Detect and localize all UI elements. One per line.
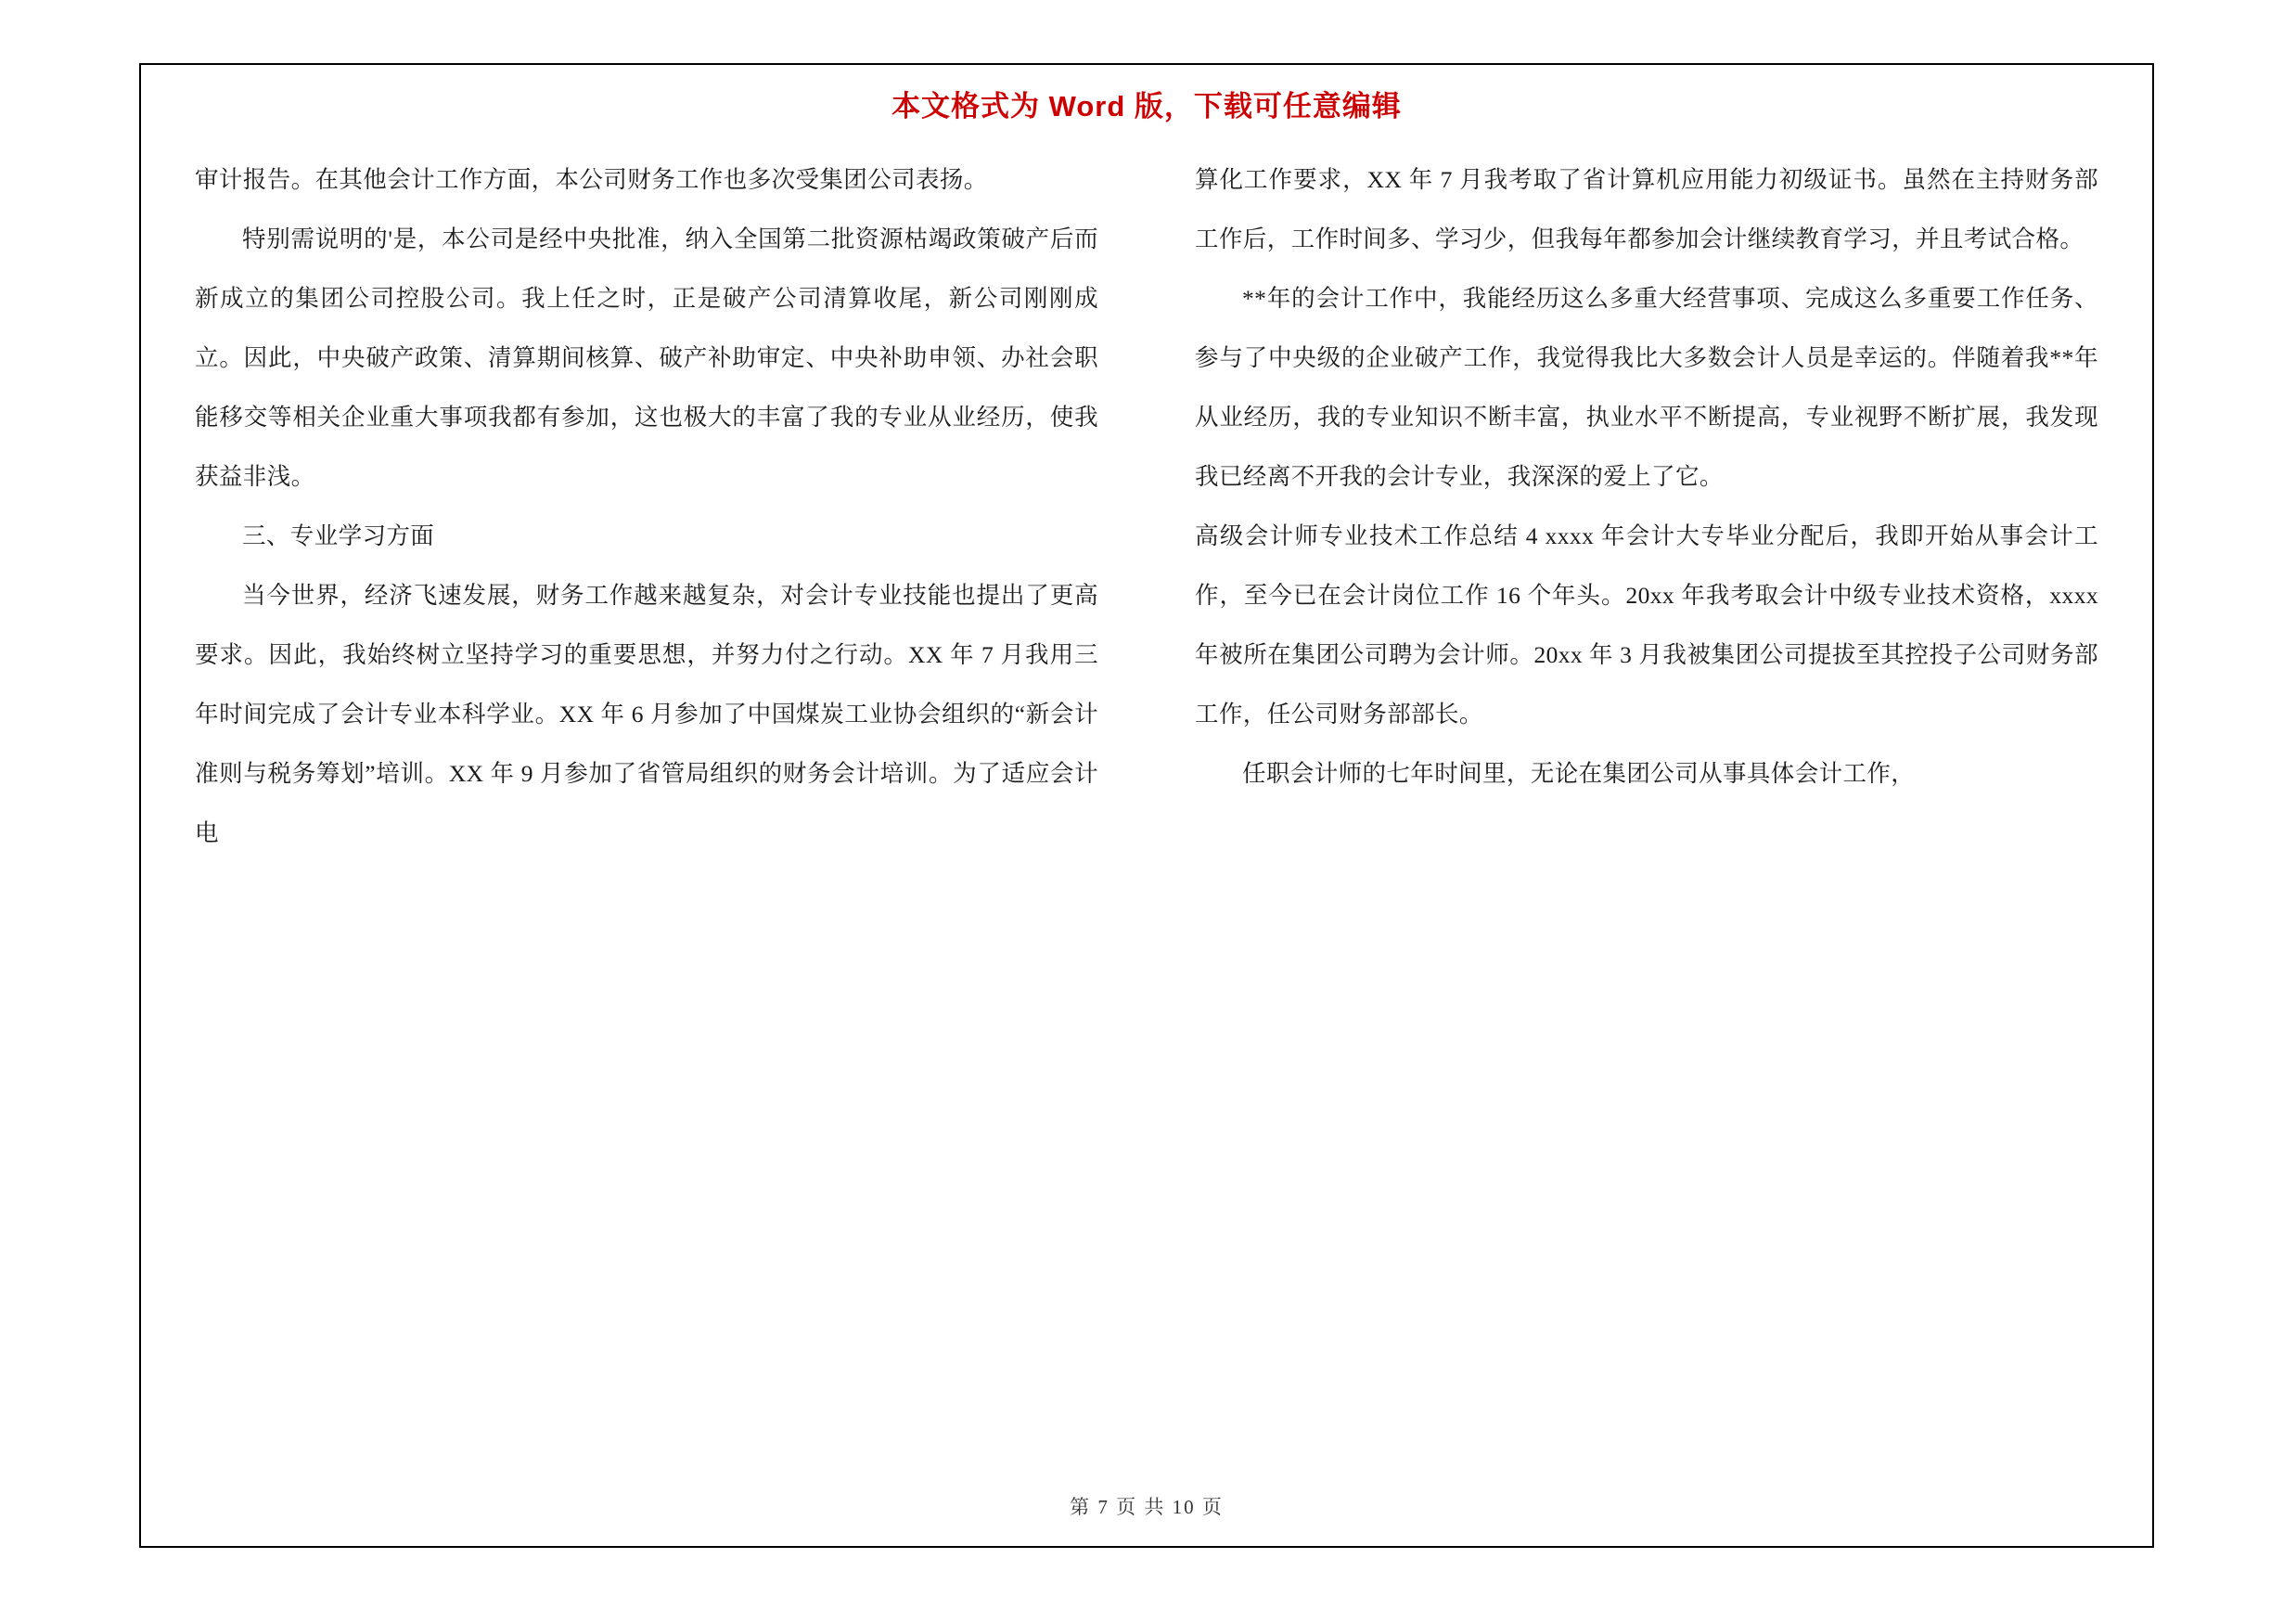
right-column	[1147, 150, 2098, 1449]
paragraph: 任职会计师的七年时间里，无论在集团公司从事具体会计工作，	[1242, 760, 1916, 787]
paragraph: 审计报告。在其他会计工作方面，本公司财务工作也多次受集团公司表扬。	[195, 166, 988, 193]
page-footer: 第 7 页 共 10 页	[1070, 1496, 1224, 1518]
paragraph: 特别需说明的'是，本公司是经中央批准，纳入全国第二批资源枯竭政策破产后而新成立的集团公司控股公司。我上任之时，正是破产公司清算收尾，新公司刚刚成立。因此，中央破产政策、清算期间核算、破产补助审定、中央补助申领、办社会职能移交等相关企业重大事项我都有参加，这也极大的丰富了我的专业从业经历，使我获益非浅。	[195, 225, 1098, 490]
two-column-body	[141, 150, 2152, 1449]
document-page	[139, 63, 2154, 1548]
paragraph: **年的会计工作中，我能经历这么多重大经营事项、完成这么多重要工作任务、参与了中央级的企业破产工作，我觉得我比大多数会计人员是幸运的。伴随着我**年从业经历，我的专业知识不断丰富，执业水平不断提高，专业视野不断扩展，我发现我已经离不开我的会计专业，我深深的爱上了它。	[1195, 285, 2098, 490]
left-column	[195, 150, 1147, 1449]
paragraph: 当今世界，经济飞速发展，财务工作越来越复杂，对会计专业技能也提出了更高要求。因此，我始终树立坚持学习的重要思想，并努力付之行动。XX 年 7 月我用三年时间完成了会计专业本科学业。XX 年 6 月参加了中国煤炭工业协会组织的“新会计准则与税务筹划”培训。XX 年 9 月参加了省管局组织的财务会计培训。为了适应会计电	[195, 582, 1098, 846]
header-notice-text: 本文格式为 Word 版，下载可任意编辑	[891, 89, 1402, 122]
paragraph: 算化工作要求，XX 年 7 月我考取了省计算机应用能力初级证书。虽然在主持财务部工作后，工作时间多、学习少，但我每年都参加会计继续教育学习，并且考试合格。	[1195, 166, 2098, 252]
header-banner	[141, 65, 2152, 141]
paragraph: 高级会计师专业技术工作总结 4 xxxx 年会计大专毕业分配后，我即开始从事会计工作，至今已在会计岗位工作 16 个年头。20xx 年我考取会计中级专业技术资格，xxxx 年被所在集团公司聘为会计师。20xx 年 3 月我被集团公司提拔至其控投子公司财务部工作，任公司财务部部长。	[1195, 522, 2098, 728]
section-heading: 三、专业学习方面	[242, 522, 435, 549]
